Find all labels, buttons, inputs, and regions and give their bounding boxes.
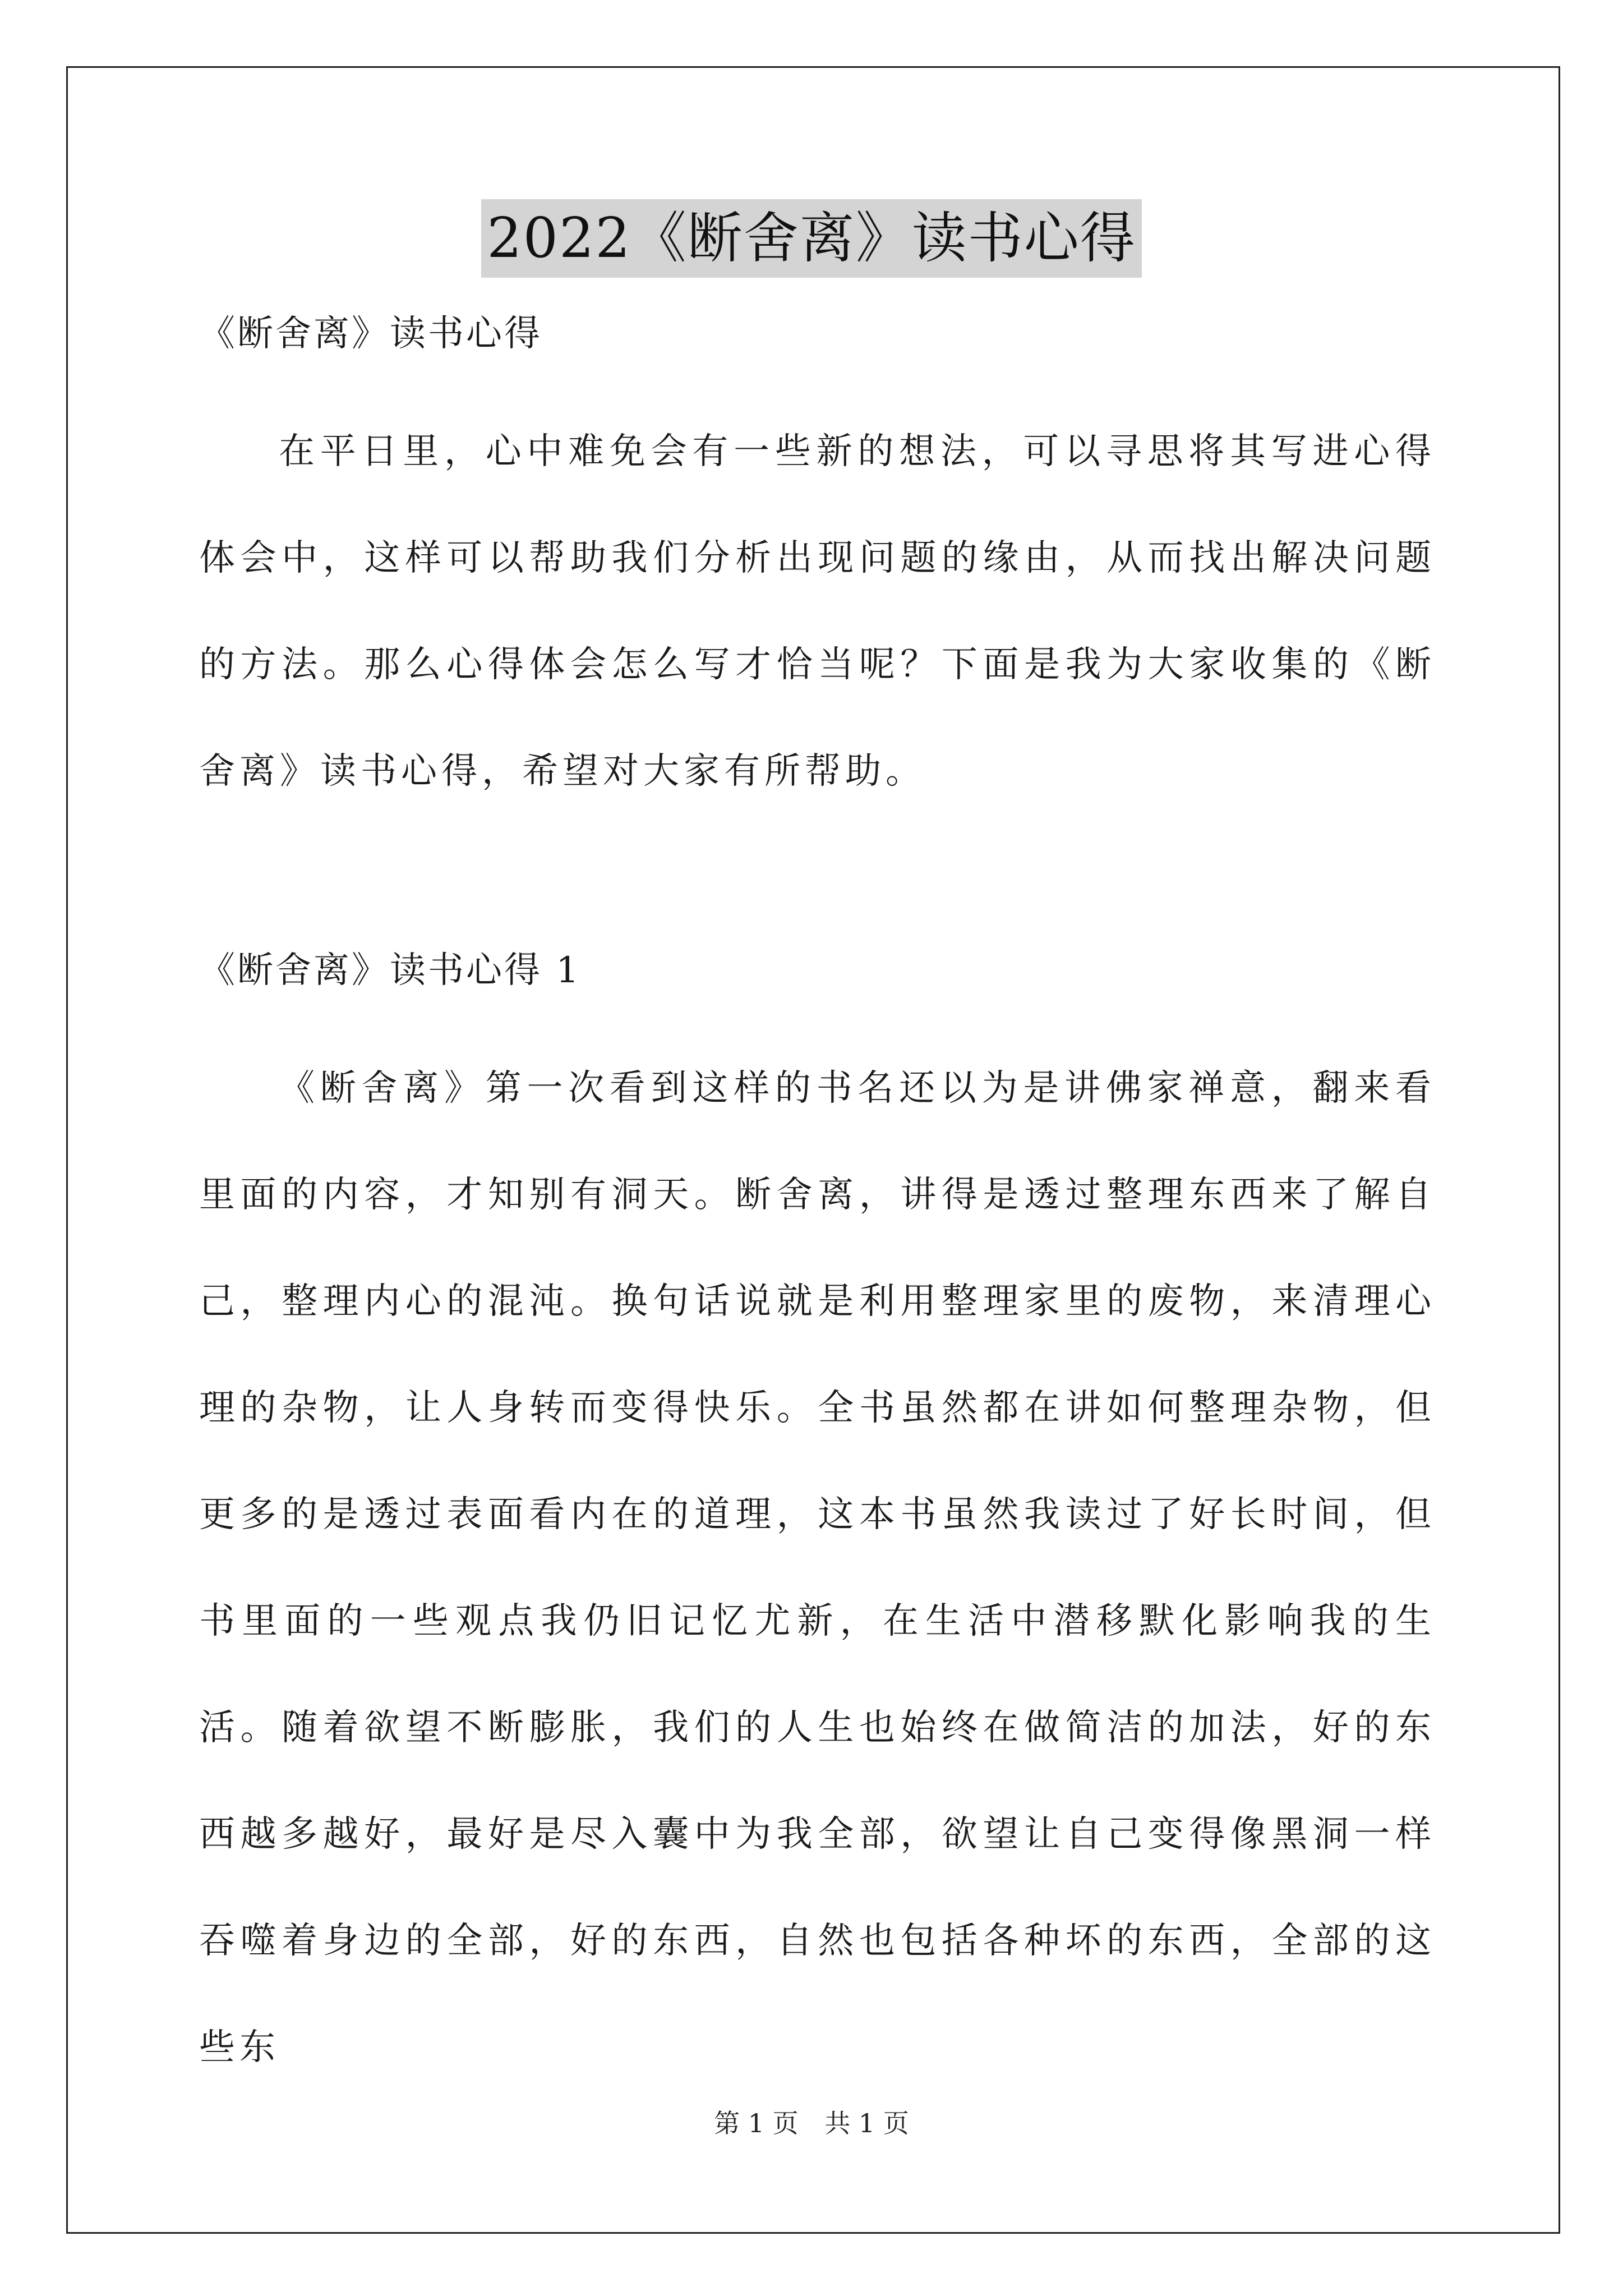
subtitle-heading: 《断舍离》读书心得 [199,313,542,355]
section-paragraph: 《断舍离》第一次看到这样的书名还以为是讲佛家禅意，翻来看里面的内容，才知别有洞天。断舍离，讲得是透过整理东西来了解自己，整理内心的混沌。换句话说就是利用整理家里的废物，来清理心理的杂物，让人身转而变得快乐。全书虽然都在讲如何整理杂物，但更多的是透过表面看内在的道理，这本书虽然我读过了好长时间，但书里面的一些观点我仍旧记忆尤新，在生活中潜移默化影响我的生活。随着欲望不断膨胀，我们的人生也始终在做简洁的加法，好的东西越多越好，最好是尽入囊中为我全部，欲望让自己变得像黑洞一样吞噬着身边的全部，好的东西，自然也包括各种坏的东西，全部的这些东 [199,1068,1436,2068]
spacer [199,825,1436,940]
spacer [199,1001,1436,1035]
page-total: 共 1 页 [824,2108,909,2138]
document-body [199,303,1436,2101]
document-title: 2022《断舍离》读书心得 [481,199,1141,278]
spacer [199,365,1436,398]
intro-paragraph: 在平日里，心中难免会有一些新的想法，可以寻思将其写进心得体会中，这样可以帮助我们分析出现问题的缘由，从而找出解决问题的方法。那么心得体会怎么写才恰当呢？下面是我为大家收集的《断舍离》读书心得，希望对大家有所帮助。 [199,431,1436,792]
page-footer [0,2106,1623,2140]
section-heading: 《断舍离》读书心得 1 [199,950,582,991]
page-number: 第 1 页 [714,2108,799,2138]
title-container [0,199,1623,278]
